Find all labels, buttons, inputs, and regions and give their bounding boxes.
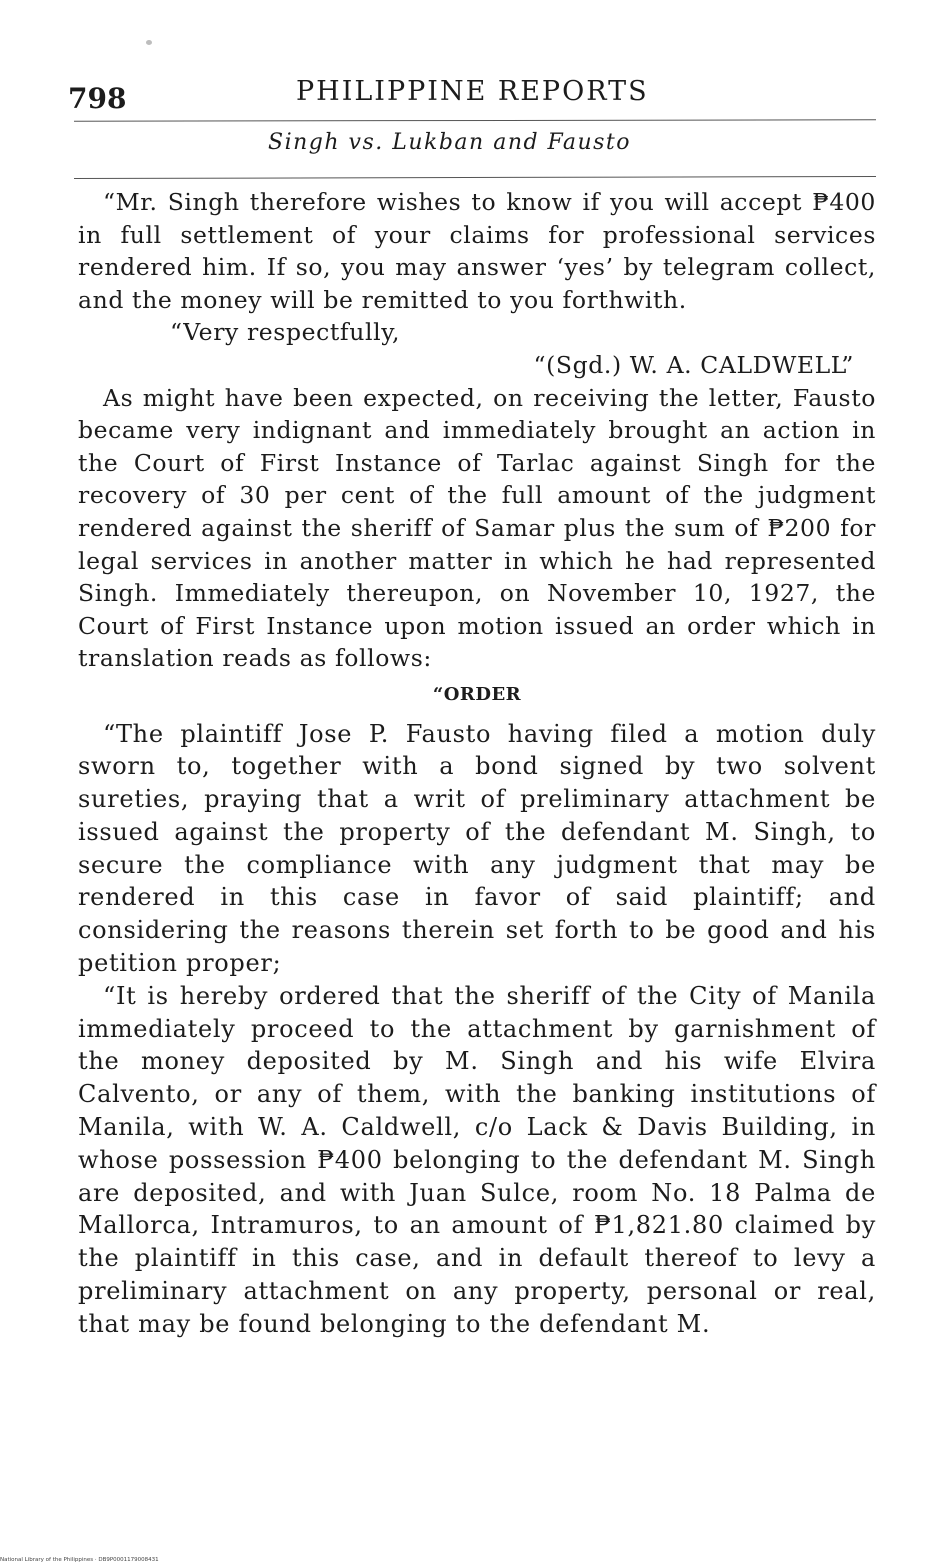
case-caption: Singh vs. Lukban and Fausto	[268, 130, 631, 155]
running-title: PHILIPPINE REPORTS	[296, 76, 649, 107]
letter-paragraph: “Mr. Singh therefore wishes to know if you will accept ₱400 in full settlement of your claims for professional services rendered him. If so, you may answer ‘yes’ by telegram collect, and the money will be remitted to you forthwith.	[78, 188, 876, 314]
paper-speck	[146, 40, 152, 45]
letter-signature: “(Sgd.) W. A. CALDWELL”	[533, 350, 854, 379]
order-paragraph-2: “It is hereby ordered that the sheriff of the City of Manila immediately proceed to the attachment by garnishment of the money deposited by M. Singh and his wife Elvira Calvento, or any of them, with the banking institutions of Manila, with W. A. Caldwell, c/o Lack & Davis Building, in whose possession ₱400 belonging to the defendant M. Singh are deposited, and with Juan Sulce, room No. 18 Palma de Mallorca, Intramuros, to an amount of ₱1,821.80 claimed by the plaintiff in this case, and in default thereof to levy a preliminary attachment on any property, personal or real, that may be found belonging to the defendant M.	[78, 981, 876, 1338]
caption-rule	[74, 176, 876, 179]
header-rule	[74, 119, 876, 121]
page-number: 798	[68, 82, 127, 115]
page-header	[68, 76, 876, 116]
narrative-paragraph: As might have been expected, on receiving the letter, Fausto became very indignant and immediately brought an action in the Court of First Instance of Tarlac against Singh for the recovery of 30 per cent of the full amount of the judgment rendered against the sheriff of Samar plus the sum of ₱200 for legal services in another matter in which he had represented Singh. Immediately thereupon, on November 10, 1927, the Court of First Instance upon motion issued an order which in translation reads as follows:	[78, 383, 876, 673]
scan-identifier: National Library of the Philippines · DB9P0001179008431	[0, 1557, 159, 1563]
order-heading: “ORDER	[432, 683, 522, 705]
body-text	[78, 186, 876, 1341]
order-paragraph-1: “The plaintiff Jose P. Fausto having filed a motion duly sworn to, together with a bond signed by two solvent sureties, praying that a writ of preliminary attachment be issued against the property of the defendant M. Singh, to secure the compliance with any judgment that may be rendered in this case in favor of said plaintiff; and considering the reasons therein set forth to be good and his petition proper;	[78, 719, 876, 978]
letter-closing: “Very respectfully,	[170, 318, 401, 347]
